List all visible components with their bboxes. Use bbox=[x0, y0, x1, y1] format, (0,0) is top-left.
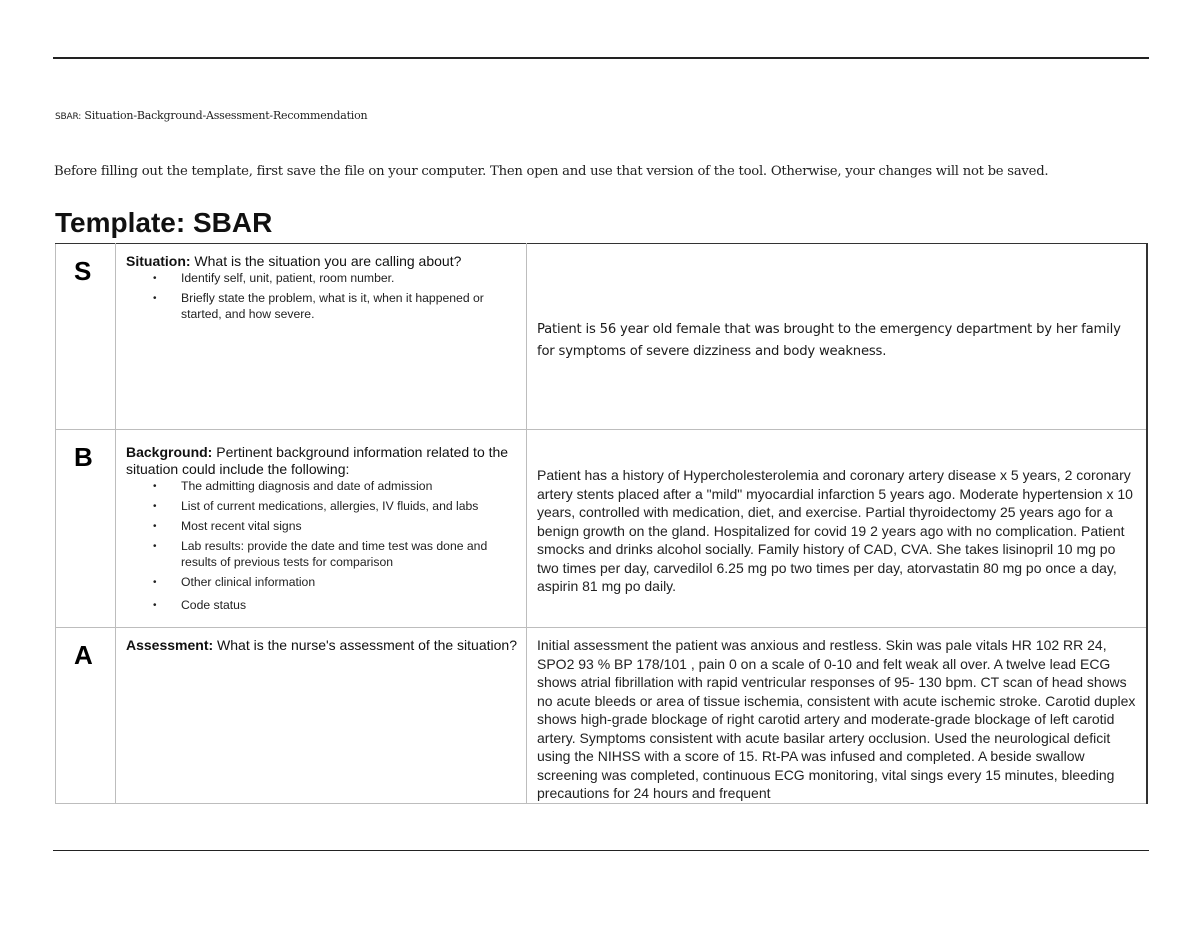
table-row-background bbox=[56, 430, 1147, 628]
list-item: • The admitting diagnosis and date of admission bbox=[126, 479, 520, 495]
list-item: • Briefly state the problem, what is it, when it happened or started, and how severe. bbox=[126, 291, 520, 322]
answer-cell[interactable] bbox=[527, 244, 1147, 430]
answer-cell[interactable] bbox=[527, 628, 1147, 804]
prompt-cell bbox=[116, 430, 527, 628]
letter-cell bbox=[56, 244, 116, 430]
page-title: Template: SBAR bbox=[55, 207, 273, 238]
prompt-heading: Situation: bbox=[126, 253, 191, 269]
subtitle-text: Situation-Background-Assessment-Recommendation bbox=[84, 109, 368, 122]
list-item: • Lab results: provide the date and time test was done and results of previous tests for comparison bbox=[126, 539, 520, 570]
list-item: • List of current medications, allergies, IV fluids, and labs bbox=[126, 499, 520, 515]
answer-cell[interactable] bbox=[527, 430, 1147, 628]
row-letter: A bbox=[74, 640, 93, 670]
situation-answer[interactable]: Patient is 56 year old female that was brought to the emergency department by her family for symptoms of severe dizziness and body weakness. bbox=[537, 322, 1121, 359]
assessment-answer[interactable]: Initial assessment the patient was anxious and restless. Skin was pale vitals HR 102 RR 24, SPO2 93 % BP 178/101 , pain 0 on a scale of 0-10 and felt weak all over. A twelve lead ECG shows atrial fibrillation with rapid ventricular responses of 95- 130 bpm. CT scan of head shows no acute bleeds or area of tissue ischemia, consistent with acute ischemic stroke. Carotid duplex shows high-grade blockage of right carotid artery and moderate-grade blockage of left carotid artery. Symptoms consistent with acute basilar artery occlusion. Used the neurological deficit using the NIHSS with a score of 15. Rt-PA was infused and completed. A beside swallow screening was completed, continuous ECG monitoring, vital sings every 15 minutes, bleeding precautions for 24 hours and frequent bbox=[537, 637, 1136, 801]
prompt-cell bbox=[116, 628, 527, 804]
prompt-question: Pertinent background information related to the situation could include the following: bbox=[126, 444, 509, 477]
answer-clip bbox=[527, 628, 1146, 802]
prompt-question: What is the situation you are calling about? bbox=[190, 253, 462, 269]
footer-rule bbox=[53, 850, 1149, 851]
letter-cell bbox=[56, 628, 116, 804]
background-prompt bbox=[116, 430, 526, 614]
background-answer[interactable]: Patient has a history of Hypercholesterolemia and coronary artery disease x 5 years, 2 coronary artery stents placed after a "mild" myocardial infarction 5 years ago. Moderate hypertension x 10 years, controlled with medication, diet, and exercise. Partial thyroidectomy 25 years ago for a benign growth on the gland. Hospitalized for covid 19 2 years ago with no complication. Patient smocks and drinks alcohol socially. Family history of CAD, CVA. She takes lisinopril 10 mg po two times per day, carvedilol 6.25 mg po two times per day, atorvastatin 80 mg po once a day, aspirin 81 mg po daily. bbox=[537, 467, 1133, 594]
prompt-question: What is the nurse's assessment of the situation? bbox=[213, 637, 517, 653]
situation-prompt bbox=[116, 244, 526, 322]
prompt-heading: Background: bbox=[126, 444, 213, 460]
table-row-assessment bbox=[56, 628, 1147, 804]
letter-cell bbox=[56, 430, 116, 628]
prompt-cell bbox=[116, 244, 527, 430]
list-item: • Code status bbox=[126, 598, 520, 614]
list-item: • Identify self, unit, patient, room number. bbox=[126, 271, 520, 287]
table-row-situation bbox=[56, 244, 1147, 430]
row-letter: B bbox=[74, 442, 93, 472]
sbar-table bbox=[55, 243, 1148, 804]
assessment-prompt bbox=[116, 628, 526, 654]
row-letter: S bbox=[74, 256, 92, 286]
prompt-heading: Assessment: bbox=[126, 637, 214, 653]
subtitle-prefix: SBAR: bbox=[55, 112, 82, 122]
prompt-bullet-list bbox=[126, 271, 520, 322]
list-item: • Other clinical information bbox=[126, 575, 520, 591]
header-rule bbox=[53, 57, 1149, 59]
list-item: • Most recent vital signs bbox=[126, 519, 520, 535]
prompt-bullet-list bbox=[126, 479, 520, 614]
document-subtitle bbox=[55, 109, 367, 122]
instructions-text: Before filling out the template, first save the file on your computer. Then open and use that version of the tool. Otherwise, your changes will not be saved. bbox=[54, 164, 1049, 179]
